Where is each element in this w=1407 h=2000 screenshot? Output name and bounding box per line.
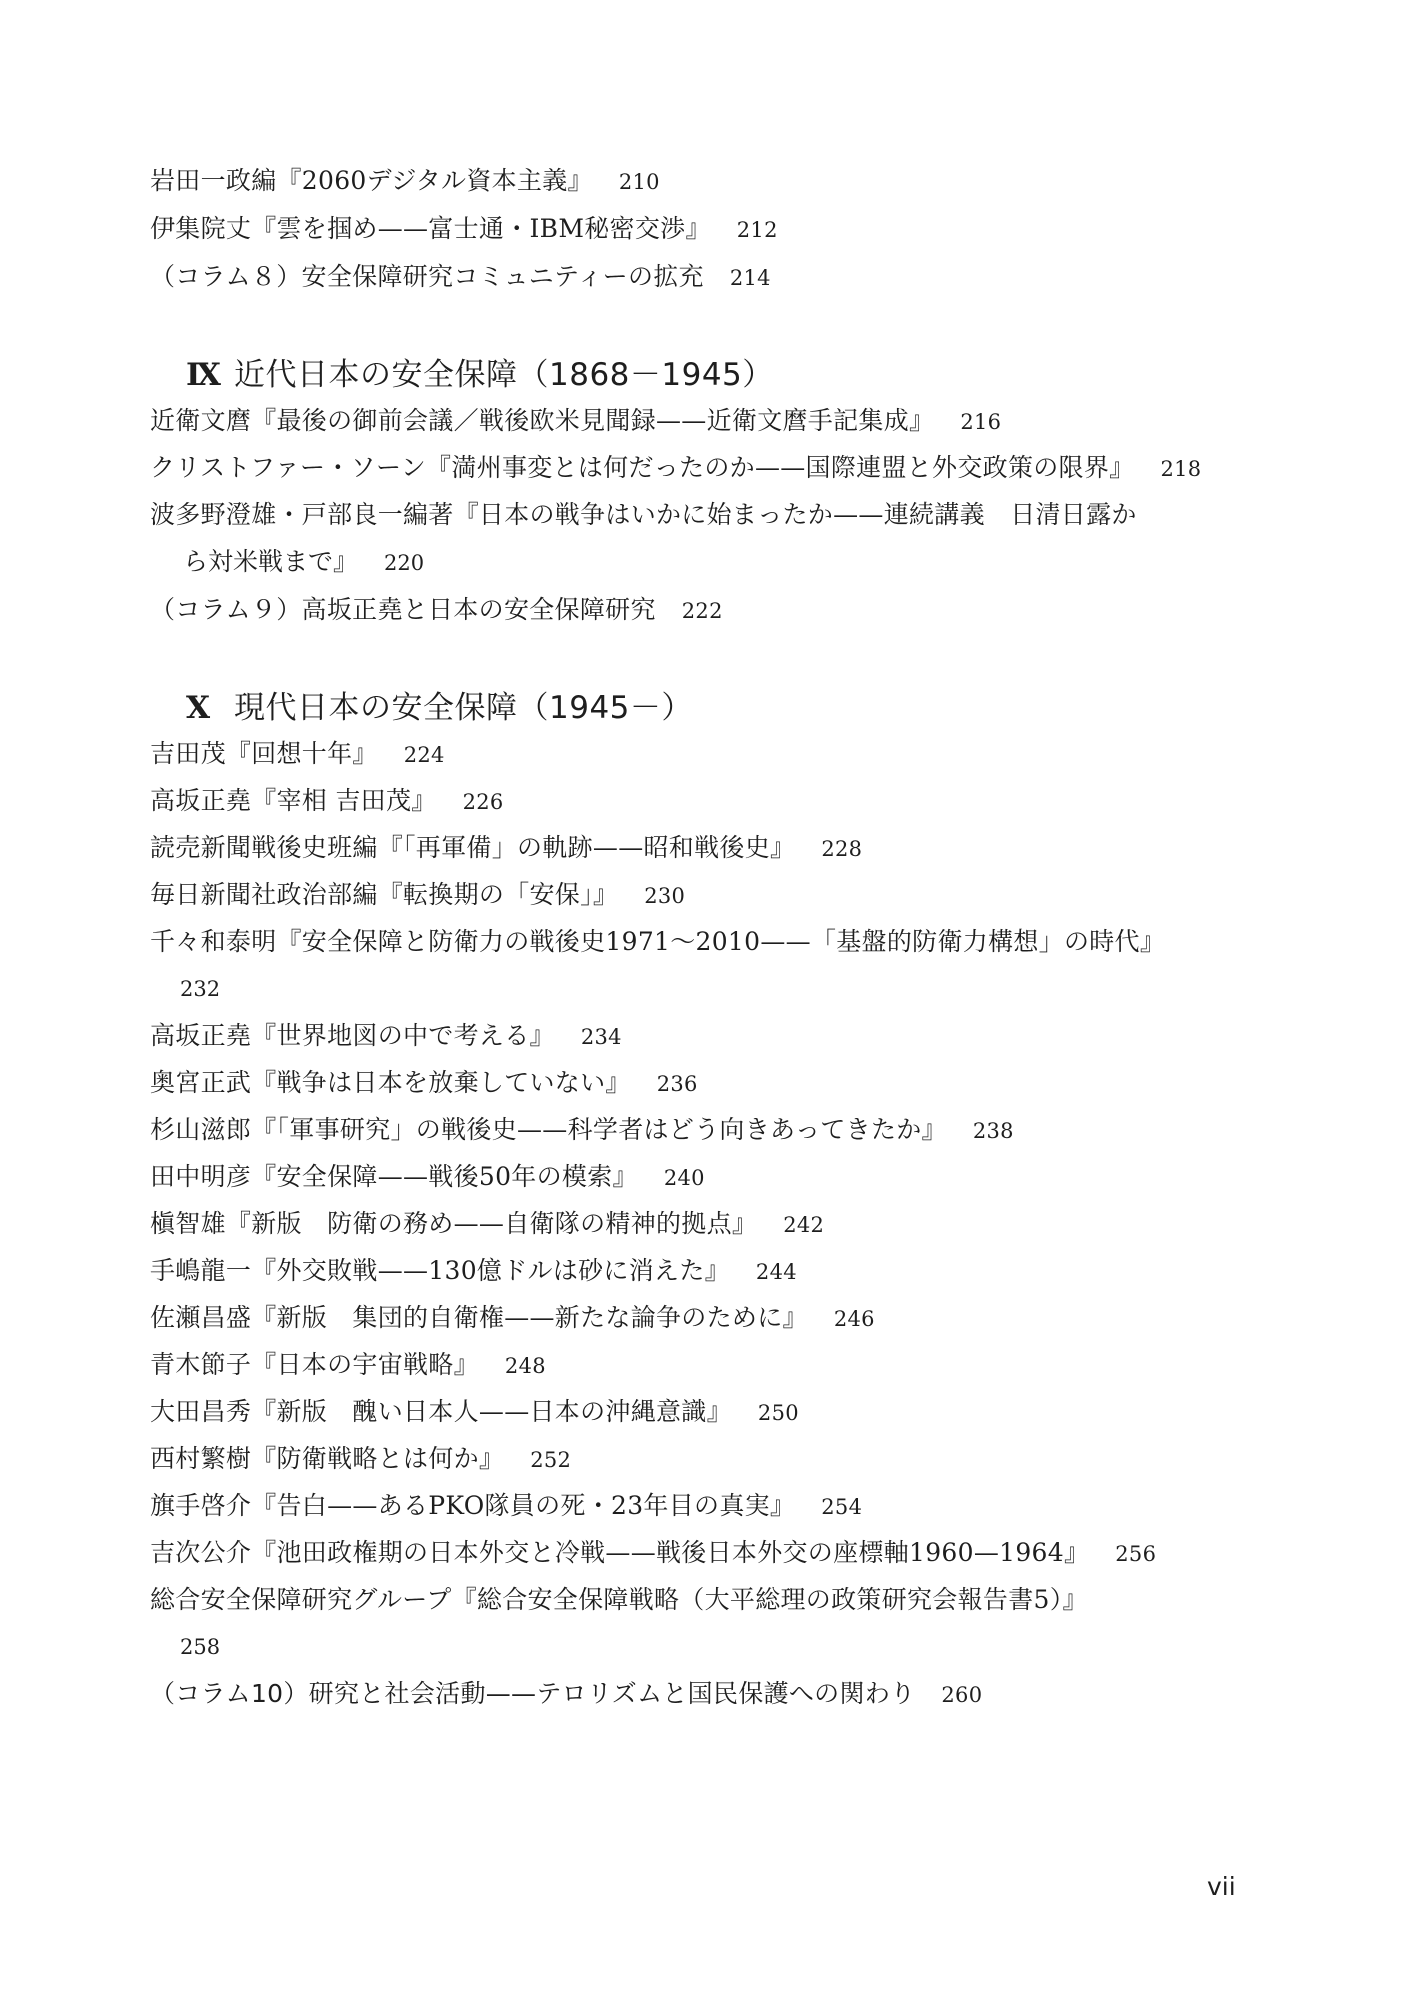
- entry-page: 242: [783, 1213, 825, 1237]
- toc-entry[interactable]: [150, 1442, 571, 1477]
- entry-page: 222: [681, 599, 723, 623]
- entry-page: 224: [403, 743, 445, 767]
- entry-page: 244: [755, 1260, 797, 1284]
- toc-entry[interactable]: [150, 1395, 799, 1430]
- entry-title: 旗手啓介『告白——あるPKO隊員の死・23年目の真実』: [150, 1491, 796, 1520]
- entry-title: 手嶋龍一『外交敗戦——130億ドルは砂に消えた』: [150, 1256, 730, 1285]
- entry-title: 読売新聞戦後史班編『「再軍備」の軌跡——昭和戦後史』: [150, 833, 796, 862]
- toc-entry[interactable]: [150, 404, 1001, 439]
- entry-page: 250: [757, 1401, 799, 1425]
- entry-title: 田中明彦『安全保障——戦後50年の模索』: [150, 1162, 638, 1191]
- entry-title: クリストファー・ソーン『満州事変とは何だったのか——国際連盟と外交政策の限界』: [150, 453, 1135, 482]
- toc-column-entry[interactable]: [150, 593, 723, 628]
- entry-title: 近衛文麿『最後の御前会議／戦後欧米見聞録——近衛文麿手記集成』: [150, 406, 935, 435]
- entry-page: 210: [618, 170, 660, 194]
- toc-entry[interactable]: [150, 784, 504, 819]
- entry-page: 228: [821, 837, 863, 861]
- entry-page: 212: [736, 218, 778, 242]
- toc-entry[interactable]: [150, 1019, 622, 1054]
- entry-title: 青木節子『日本の宇宙戦略』: [150, 1350, 479, 1379]
- entry-page: 216: [960, 410, 1002, 434]
- toc-entry-continuation[interactable]: [183, 545, 424, 580]
- toc-entry[interactable]: [150, 1536, 1156, 1571]
- entry-page: 258: [180, 1635, 221, 1659]
- entry-title: 毎日新聞社政治部編『転換期の「安保」』: [150, 880, 619, 909]
- entry-title: 西村繁樹『防衛戦略とは何か』: [150, 1444, 505, 1473]
- entry-title: （コラム10）研究と社会活動——テロリズムと国民保護への関わり: [150, 1679, 916, 1708]
- entry-page: 236: [656, 1072, 698, 1096]
- toc-entry[interactable]: [150, 1207, 824, 1242]
- entry-title: 大田昌秀『新版 醜い日本人——日本の沖縄意識』: [150, 1397, 732, 1426]
- entry-title: 佐瀬昌盛『新版 集団的自衛権——新たな論争のために』: [150, 1303, 808, 1332]
- page-number: vii: [1207, 1872, 1236, 1901]
- entry-title: 奥宮正武『戦争は日本を放棄していない』: [150, 1068, 631, 1097]
- entry-title: 吉次公介『池田政権期の日本外交と冷戦——戦後日本外交の座標軸1960—1964』: [150, 1538, 1090, 1567]
- entry-page: 232: [180, 977, 221, 1001]
- entry-page: 254: [821, 1495, 863, 1519]
- entry-title: 千々和泰明『安全保障と防衛力の戦後史1971～2010——「基盤的防衛力構想」の時代』: [150, 927, 1166, 956]
- section-heading-9: [186, 355, 774, 395]
- entry-title: 槇智雄『新版 防衛の務め——自衛隊の精神的拠点』: [150, 1209, 758, 1238]
- toc-entry[interactable]: [150, 164, 660, 199]
- entry-page: 240: [663, 1166, 705, 1190]
- toc-entry[interactable]: [150, 1113, 1014, 1148]
- toc-column-entry[interactable]: [150, 1677, 982, 1712]
- entry-page: 226: [462, 790, 504, 814]
- toc-column-entry[interactable]: [150, 260, 771, 295]
- section-title: 近代日本の安全保障（1868－1945）: [234, 357, 774, 393]
- toc-entry[interactable]: [150, 1583, 1088, 1617]
- entry-title: 杉山滋郎『「軍事研究」の戦後史——科学者はどう向きあってきたか』: [150, 1115, 947, 1144]
- entry-page: 230: [644, 884, 686, 908]
- entry-page: 220: [384, 551, 425, 575]
- section-number: Ⅸ: [186, 357, 222, 392]
- toc-entry[interactable]: [150, 831, 862, 866]
- toc-entry[interactable]: [150, 1160, 705, 1195]
- entry-page: 214: [729, 266, 771, 290]
- toc-entry[interactable]: [150, 1348, 546, 1383]
- entry-title: （コラム８）安全保障研究コミュニティーの拡充: [150, 262, 704, 291]
- entry-title: （コラム９）高坂正堯と日本の安全保障研究: [150, 595, 656, 624]
- entry-page: 248: [504, 1354, 546, 1378]
- entry-title: 波多野澄雄・戸部良一編著『日本の戦争はいかに始まったか——連続講義 日清日露か: [150, 500, 1137, 529]
- toc-entry[interactable]: [150, 1066, 698, 1101]
- entry-title: 伊集院丈『雲を掴め——富士通・IBM秘密交渉』: [150, 214, 711, 243]
- entry-title: 高坂正堯『宰相 吉田茂』: [150, 786, 437, 815]
- section-heading-10: [186, 688, 693, 728]
- entry-page: 256: [1115, 1542, 1157, 1566]
- entry-page: 246: [833, 1307, 875, 1331]
- toc-entry[interactable]: [150, 498, 1137, 532]
- entry-page: 218: [1160, 457, 1202, 481]
- toc-entry[interactable]: [150, 925, 1165, 959]
- entry-page: 238: [972, 1119, 1014, 1143]
- toc-entry[interactable]: [150, 451, 1201, 486]
- toc-entry[interactable]: [150, 878, 685, 913]
- entry-page: 234: [580, 1025, 622, 1049]
- section-title: 現代日本の安全保障（1945－）: [234, 690, 693, 726]
- section-number: Ⅹ: [186, 690, 211, 725]
- entry-title: 総合安全保障研究グループ『総合安全保障戦略（大平総理の政策研究会報告書5）』: [150, 1585, 1088, 1614]
- toc-entry[interactable]: [150, 1301, 875, 1336]
- entry-page: 252: [530, 1448, 572, 1472]
- toc-entry[interactable]: [150, 212, 778, 247]
- entry-title: 高坂正堯『世界地図の中で考える』: [150, 1021, 555, 1050]
- entry-title-continuation: ら対米戦まで』: [183, 547, 359, 576]
- toc-entry[interactable]: [150, 1489, 862, 1524]
- entry-page: 260: [941, 1683, 983, 1707]
- entry-title: 岩田一政編『2060デジタル資本主義』: [150, 166, 593, 195]
- entry-title: 吉田茂『回想十年』: [150, 739, 378, 768]
- toc-entry[interactable]: [150, 737, 445, 772]
- toc-entry[interactable]: [150, 1254, 797, 1289]
